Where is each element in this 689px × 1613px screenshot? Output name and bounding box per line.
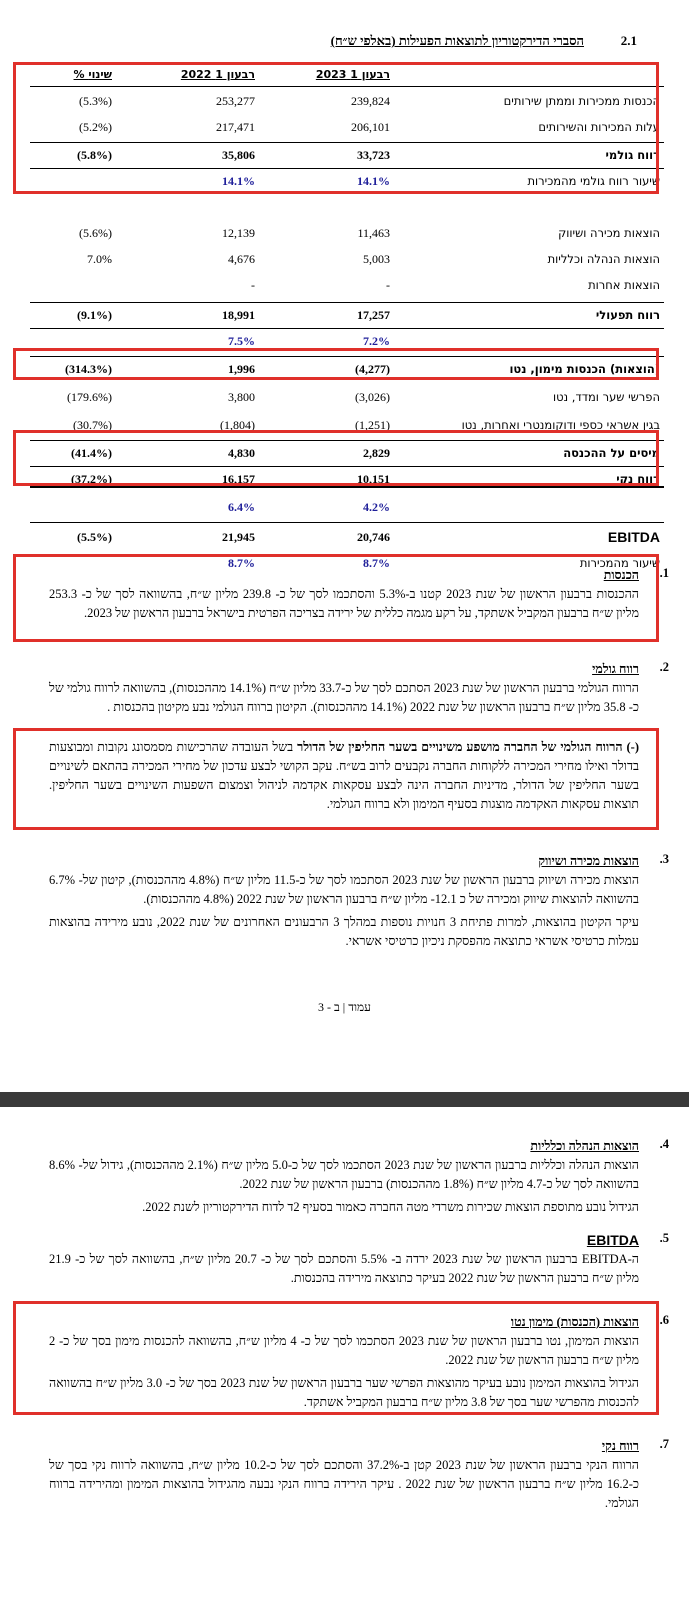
section-title: הוצאות (הכנסות) מימון נטו [510, 1315, 639, 1329]
row-label: הכנסות ממכירות וממתן שירותים [503, 94, 660, 108]
section-admin-expenses [49, 1137, 639, 1221]
section-finance-expenses [49, 1313, 639, 1416]
section-gross-profit-note [49, 738, 639, 818]
value-2023: - [386, 278, 390, 292]
section-number: 2.1 [620, 33, 637, 48]
value-2023: 10,151 [357, 472, 390, 486]
value-2022: 1,996 [228, 362, 255, 376]
section-text: הוצאות מכירה ושיווק ברבעון הראשון של שנת 2023 הסתכמו לסך של כ-11.5 מליון ש״ח (4.8% מההכנסות), קיטון של- 6.7% בהשוואה להוצאות שיווק ומכירה של כ 12.1- מליון ש״ח ברבעון הראשון של שנת 2022 (4.8% מההכנסות). [49, 873, 640, 906]
row-label: שיעור רווח גולמי מהמכירות [527, 174, 660, 188]
value-2022: 16,157 [222, 472, 255, 486]
value-change: (5.6%) [79, 226, 112, 240]
highlight-box [13, 348, 659, 380]
col-2022-header: רבעון 1 2022 [180, 68, 255, 81]
value-2023: 11,463 [357, 226, 390, 240]
section-title: הוצאות מכירה ושיווק [538, 854, 639, 868]
section-text: הגידול בהוצאות המימון נובע בעיקר מהוצאות הפרשי שער ברבעון הראשון של שנת 2023 בסך של כ- 3.0 מליון ש״ח בהשוואה להכנסות מהפרשי שער בסך של 3.8 מליון ש״ח ברבעון המקביל אשתקד. [49, 1376, 639, 1409]
section-text: הוצאות הנהלה וכלליות ברבעון הראשון של שנת 2023 הסתכמו לסך של כ-5.0 מליון ש״ח (2.1% מההכנסות), גידול של- 8.6% בהשוואה לסך של כ-4.7 מליון ש״ח (1.8% מההכנסות) ברבעון הראשון של שנת 2022. [49, 1158, 639, 1191]
table-row [30, 494, 664, 520]
value-2022: 4,830 [228, 446, 255, 460]
section-number: .7 [659, 1437, 669, 1451]
value-2023: 7.2% [363, 334, 390, 348]
value-2023: 4.2% [363, 500, 390, 514]
row-label: מיסים על ההכנסה [563, 446, 660, 460]
row-label: רווח נקי [616, 472, 660, 486]
page-separator [0, 1092, 689, 1107]
value-2022: 3,800 [228, 390, 255, 404]
value-2023: 206,101 [351, 120, 390, 134]
table-row [30, 302, 664, 328]
section-text: הוצאות המימון, נטו ברבעון הראשון של שנת 2023 הסתכמו לסך של כ- 4 מליון ש״ח, בהשוואה להכנסות מימון בסך של כ- 2 מליון ש״ח ברבעון הראשון של שנת 2022. [49, 1334, 640, 1367]
value-2023: 239,824 [351, 94, 390, 108]
table-row [30, 246, 664, 272]
value-2022: 8.7% [228, 556, 255, 570]
value-change: 7.0% [87, 252, 112, 266]
row-label: הוצאות אחרות [588, 278, 660, 292]
highlight-box [13, 430, 659, 486]
value-2022: 14.1% [222, 174, 255, 188]
table-row [30, 524, 664, 550]
value-2022: 12,139 [222, 226, 255, 240]
value-2023: 5,003 [363, 252, 390, 266]
value-2022: 7.5% [228, 334, 255, 348]
row-label: בגין אשראי כספי ודוקומנטרי ואחרות, נטו [461, 418, 660, 432]
section-number: .4 [659, 1137, 669, 1151]
section-title: רווח גולמי [592, 662, 639, 676]
page-footer: עמוד | ב - 3 [318, 1000, 371, 1014]
section-text: ההכנסות ברבעון הראשון של שנת 2023 קטנו ב-5.3% והסתכמו לסך של כ- 239.8 מליון ש״ח, בהשוואה לסך של כ- 253.3 מליון ש״ח ברבעון המקביל אשתקד, על רקע מגמה כללית של ירידה בצריכה הפרטית בישראל ברבעון הראשון של 2023. [49, 587, 639, 620]
section-text: הרווח הנקי ברבעון הראשון של שנת 2023 קטן ב-37.2% והסתכם לסך של כ-10.2 מליון ש״ח, בהשוואה לרווח נקי בסך של כ-16.2 מליון ש״ח ברבעון הראשון של שנת 2022 . עיקר הירידה ברווח הנקי נבעה מהגידול בהוצאות המימון ומהירידה ברווח הגולמי. [49, 1458, 639, 1510]
value-2023: 8.7% [363, 556, 390, 570]
value-change: (179.6%) [67, 390, 112, 404]
report-page-2 [0, 1107, 689, 1613]
row-label: עלות המכירות והשירותים [538, 120, 660, 134]
row-label: רווח תפעולי [595, 308, 660, 322]
col-change-header: % שינוי [73, 68, 112, 81]
value-change: (5.2%) [79, 120, 112, 134]
section-text: ה-EBITDA ברבעון הראשון של שנת 2023 ירדה ב- 5.5% והסתכם לסך של כ- 20.7 מליון ש״ח, בהשוואה לסך של כ- 21.9 מליון ש״ח ברבעון הראשון של שנת 2022 בעיקר כתוצאה מירידה בהכנסות. [49, 1252, 639, 1285]
value-change: (30.7%) [73, 418, 112, 432]
value-2023: 14.1% [357, 174, 390, 188]
section-number: .2 [659, 660, 669, 674]
section-title: רווח נקי [601, 1439, 639, 1453]
section-ebitda [49, 1231, 639, 1292]
row-label: רווח גולמי [605, 148, 660, 162]
row-label: EBITDA [607, 529, 660, 545]
value-change: (9.1%) [77, 308, 112, 322]
row-label: (הוצאות) הכנסות מימון, נטו [509, 362, 660, 376]
section-text: הרווח הגולמי ברבעון הראשון של שנת 2023 הסתכם לסך של כ-33.7 מליון ש״ח (14.1% מההכנסות), בהשוואה לרווח גולמי של כ- 35.8 מליון ש״ח ברבעון הראשון של שנת 2022 (14.1% מההכנסות). הקיטון ברווח הגולמי נבע מקיטון בהכנסות . [49, 681, 639, 714]
table-row [30, 220, 664, 246]
value-2022: 35,806 [222, 148, 255, 162]
value-2023: (1,251) [355, 418, 390, 432]
section-number: .6 [659, 1313, 669, 1327]
value-2023: 17,257 [357, 308, 390, 322]
value-change: (5.3%) [79, 94, 112, 108]
value-change: (314.3%) [65, 362, 112, 376]
value-2022: 6.4% [228, 500, 255, 514]
value-2022: 4,676 [228, 252, 255, 266]
value-2023: (3,026) [355, 390, 390, 404]
value-change [30, 272, 112, 298]
value-change: (41.4%) [71, 446, 112, 460]
divider [30, 486, 664, 488]
value-2022: (1,804) [220, 418, 255, 432]
table-row [30, 384, 664, 410]
note-text: בשל העובדה שהרכישות מסמסונג נקובות ומבוצעות בדולר ואילו מחירי המכירה ללקוחות החברה נקבעים לרוב בש״ח. עקב הקושי לבצע עדכון של מחירי המכירה בהתאם לשינויים בשער החליפין של הדולר, מדיניות החברה הינה לבצע עסקאות אקדמה לניהול וצמצום השפעות השינויים בשער החליפין. תוצאות עסקאות האקדמה מוצגות בסעיף המימון ולא ברווח הגולמי. [49, 740, 639, 811]
section-selling-expenses [49, 852, 639, 955]
row-label: שיעור מהמכירות [579, 556, 660, 570]
row-label: הוצאות מכירה ושיווק [558, 226, 660, 240]
section-number: .5 [659, 1231, 669, 1245]
divider [30, 522, 664, 523]
value-change [30, 494, 112, 520]
report-title: הסברי הדירקטוריון לתוצאות הפעילות (באלפי ש״ח) [330, 33, 584, 48]
section-net-profit [49, 1437, 639, 1517]
value-2022: 253,277 [216, 94, 255, 108]
value-2023: (4,277) [355, 362, 390, 376]
row-label: הוצאות הנהלה וכלליות [547, 252, 660, 266]
section-gross-profit [49, 660, 639, 721]
section-number: .1 [659, 566, 669, 580]
table-row [30, 272, 664, 298]
section-title: הוצאות הנהלה וכלליות [530, 1139, 639, 1153]
section-title: הכנסות [603, 568, 639, 582]
section-number: .3 [659, 852, 669, 866]
note-lead: (-) הרווח הגולמי של החברה מושפע משינויים בשער החליפין של הדולר [297, 740, 640, 754]
value-2023: 20,746 [357, 530, 390, 544]
value-change: (5.8%) [77, 148, 112, 162]
value-2022: 21,945 [222, 530, 255, 544]
value-2023: 2,829 [363, 446, 390, 460]
value-2022: - [251, 278, 255, 292]
highlight-box [13, 62, 659, 194]
section-text: הגידול נובע מתוספת הוצאות שכירות משרדי מטה החברה כאמור בסעיף 2ד לדוח הדירקטוריון לשנת 2022. [142, 1200, 639, 1214]
value-2022: 18,991 [222, 308, 255, 322]
row-label: הפרשי שער ומדד, נטו [552, 390, 660, 404]
value-2023: 33,723 [357, 148, 390, 162]
section-text: עיקר הקיטון בהוצאות, למרות פתיחת 3 חנויות נוספות במהלך 3 הרבעונים האחרונים של שנת 2022, נובע מירידה בהוצאות עמלות כרטיסי אשראי כתוצאה מהפסקת ניכיון כרטיסי אשראי. [49, 915, 640, 948]
col-2023-header: רבעון 1 2023 [315, 68, 390, 81]
section-title: EBITDA [586, 1232, 639, 1248]
section-income [49, 566, 639, 627]
value-change: (5.5%) [77, 530, 112, 544]
value-change: (37.2%) [71, 472, 112, 486]
value-2022: 217,471 [216, 120, 255, 134]
